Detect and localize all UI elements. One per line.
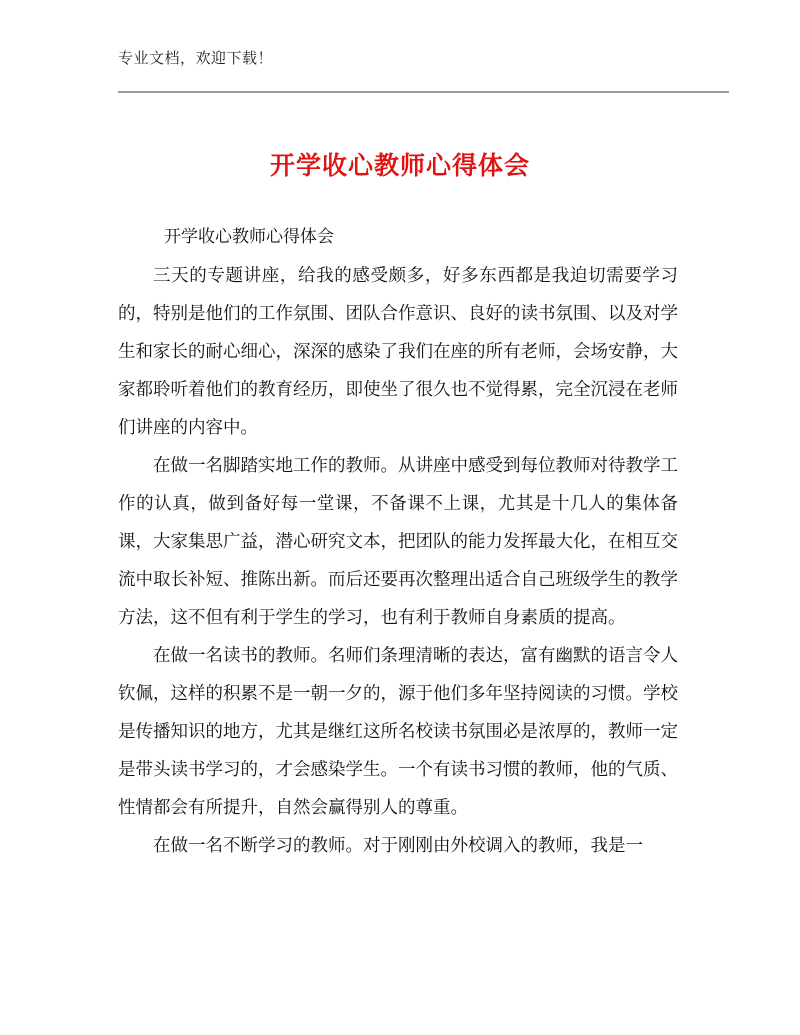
- document-body: [118, 257, 678, 865]
- header-divider: [118, 91, 729, 93]
- paragraph-3: 在做一名读书的教师。名师们条理清晰的表达，富有幽默的语言令人钦佩，这样的积累不是一朝一夕的，源于他们多年坚持阅读的习惯。学校是传播知识的地方，尤其是继红这所名校读书氛围必是浓厚的，教师一定是带头读书学习的，才会感染学生。一个有读书习惯的教师，他的气质、性情都会有所提升，自然会赢得别人的尊重。: [118, 646, 678, 818]
- document-subtitle: 开学收心教师心得体会: [164, 227, 334, 247]
- header-note: 专业文档，欢迎下载！: [118, 49, 274, 67]
- paragraph-4: 在做一名不断学习的教师。对于刚刚由外校调入的教师，我是一: [153, 836, 643, 856]
- paragraph-1: 三天的专题讲座，给我的感受颇多，好多东西都是我迫切需要学习的，特别是他们的工作氛围、团队合作意识、良好的读书氛围、以及对学生和家长的耐心细心，深深的感染了我们在座的所有老师，会场安静，大家都聆听着他们的教育经历，即使坐了很久也不觉得累，完全沉浸在老师们讲座的内容中。: [118, 266, 678, 438]
- document-title: 开学收心教师心得体会: [269, 151, 530, 180]
- paragraph-2: 在做一名脚踏实地工作的教师。从讲座中感受到每位教师对待教学工作的认真，做到备好每一堂课，不备课不上课，尤其是十几人的集体备课，大家集思广益，潜心研究文本，把团队的能力发挥最大化，在相互交流中取长补短、推陈出新。而后还要再次整理出适合自己班级学生的教学方法，这不但有利于学生的学习，也有利于教师自身素质的提高。: [118, 456, 678, 628]
